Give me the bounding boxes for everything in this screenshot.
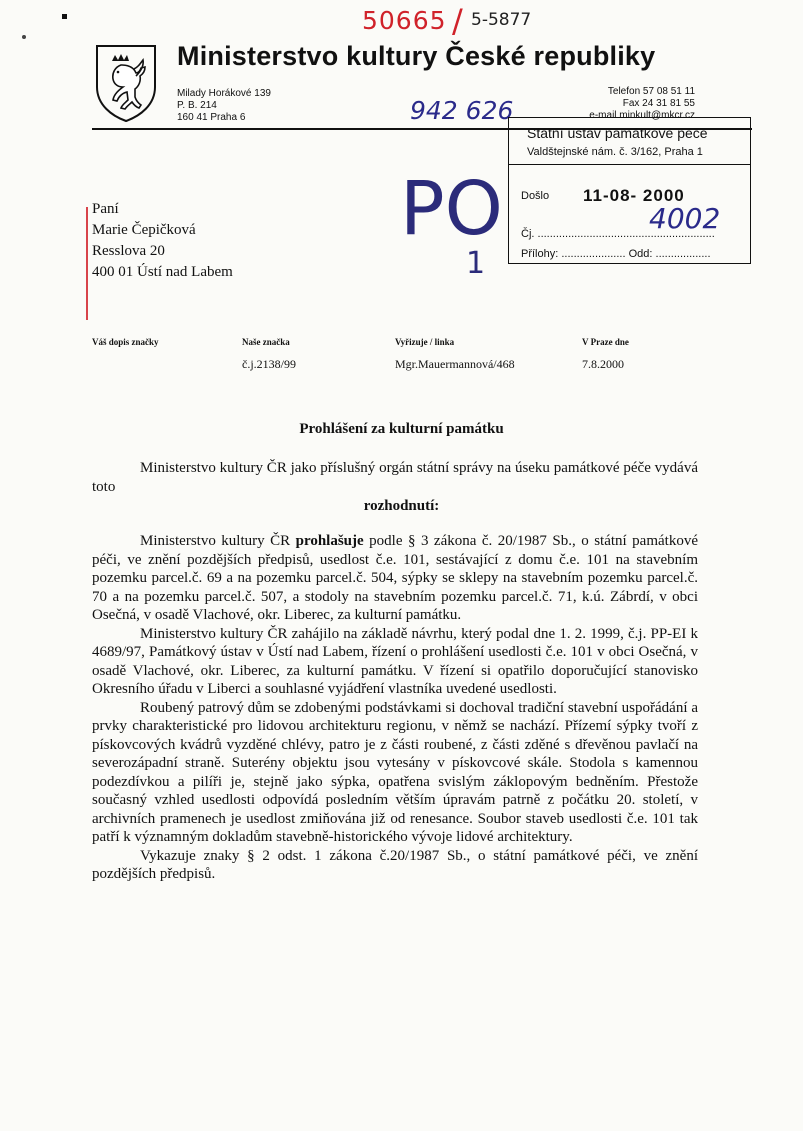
- handled-by-label: Vyřizuje / linka: [395, 337, 455, 347]
- place-date-label: V Praze dne: [582, 337, 629, 347]
- document-subject: Prohlášení za kulturní památku: [299, 421, 504, 437]
- address-line: Milady Horákové 139: [177, 88, 271, 99]
- date-value: 7.8.2000: [582, 357, 624, 371]
- received-date: 11-08- 2000: [583, 186, 685, 205]
- handwritten-ref-number: 942 626: [410, 96, 514, 125]
- scan-mark: [62, 14, 67, 19]
- stamp-address: Valdštejnské nám. č. 3/162, Praha 1: [527, 146, 703, 158]
- received-label: Došlo: [521, 190, 550, 202]
- recipient-line: 400 01 Ústí nad Labem: [92, 264, 233, 280]
- attachments-label: Přílohy:: [521, 248, 559, 260]
- recipient-line: Paní: [92, 201, 119, 217]
- address-line: 160 41 Praha 6: [177, 112, 246, 123]
- scan-mark: [22, 35, 26, 39]
- cj-label: Čj.: [521, 228, 535, 240]
- decision-heading: rozhodnutí:: [363, 498, 440, 514]
- ministry-name: Ministerstvo kultury České republiky: [177, 41, 656, 71]
- address-line: P. B. 214: [177, 100, 217, 111]
- paragraph-3: Roubený patrový dům se zdobenými podstávkami si dochoval tradiční stavební uspořádání a prvky charakteristické pro lidovou architekturu regionu, v němž se nachází. Přízemí sýpky tvoří z pískovcových kvádrů vyzděné chlévy, patro je z části roubené, z části zděné s dřevěnou pavlačí na severozápadní straně. Suterény objektu jsou vytesány v pískovcové skále. Stodola s kamennou podezdívkou a pilíři je, stejně jako sýpka, opatřena svislým záklopovým bedněním. Přestože současný vzhled usedlosti odpovídá posledním větším úpravám patrně z počátku 20. století, v archivních pramenech je usedlost zmiňována již od renesance. Soubor staveb usedlosti č.e. 101 tak patří k významným dokladům stavebně-historického vývoje lidové architektury.: [92, 699, 698, 845]
- our-ref-value: č.j.2138/99: [242, 357, 296, 371]
- your-ref-label: Váš dopis značky: [92, 337, 159, 347]
- decision-body: [92, 532, 698, 884]
- handwritten-initials: PO: [400, 166, 503, 252]
- email-address: e-mail minkult@mkcr.cz: [589, 110, 695, 121]
- ministry-address: [177, 88, 271, 124]
- our-ref-label: Naše značka: [242, 337, 290, 347]
- stamp-header: [509, 118, 750, 165]
- coat-of-arms-logo: [94, 43, 158, 123]
- stamp-title: Státní ústav památkové péče: [527, 125, 708, 141]
- paragraph-1-bold: prohlašuje: [295, 533, 364, 549]
- recipient-line: Marie Čepičková: [92, 222, 196, 238]
- phone-number: Telefon 57 08 51 11: [607, 86, 695, 97]
- intro-text: Ministerstvo kultury ČR jako příslušný orgán státní správy na úseku památkové péče vydává toto: [92, 460, 698, 495]
- fax-number: Fax 24 31 81 55: [622, 98, 695, 109]
- handled-by-value: Mgr.Mauermannová/468: [395, 357, 515, 371]
- recipient-line: Resslova 20: [92, 243, 165, 259]
- paragraph-2: Ministerstvo kultury ČR zahájilo na základě návrhu, který podal dne 1. 2. 1999, č.j. PP-EI k 4689/97, Památkový ústav v Ústí nad Labem, řízení o prohlášení usedlosti č.e. 101 v obci Osečná, v osadě Vlachové, okr. Liberec, za kulturní památku. V řízení si opatřilo doporučující stanovisko Okresního úřadu v Liberci a souhlasné vyjádření vlastníka uvedené usedlosti.: [92, 625, 698, 697]
- handwritten-slash: /: [452, 2, 463, 40]
- department-label: Odd:: [628, 248, 653, 260]
- recipient-address: [92, 199, 233, 283]
- received-stamp: [508, 117, 751, 264]
- reference-label: Čj. ..........................................................: [521, 228, 715, 240]
- attachments-row: Přílohy: ..................... Odd: ..................: [521, 248, 711, 260]
- paragraph-1: [92, 532, 698, 625]
- handwritten-stamp-number: 4002: [649, 202, 721, 235]
- paragraph-1-start: Ministerstvo kultury ČR: [140, 533, 296, 549]
- paragraph-4: Vykazuje znaky § 2 odst. 1 zákona č.20/1987 Sb., o státní památkové péči, ve znění pozdějších předpisů.: [92, 847, 698, 882]
- handwritten-file-number: 50665: [362, 6, 447, 35]
- intro-paragraph: [92, 459, 698, 496]
- margin-mark: [86, 207, 88, 320]
- handwritten-initials-sub: 1: [466, 246, 486, 281]
- paragraph-1-end: podle § 3 zákona č. 20/1987 Sb., o státní památkové péči, ve znění pozdějších předpisů, usedlost č.e. 101, sestávající z domu č.e. 101 na stavebním pozemku parcel.č. 69 a na pozemku parcel.č. 504, sýpky se sklepy na stavebním pozemku parcel.č. 70 a na pozemku parcel.č. 507, a stodoly na stavebním pozemku parcel.č. 71, k.ú. Zábrdí, v obci Osečná, v osadě Vlachové, okr. Liberec, za kulturní památku.: [92, 533, 698, 623]
- handwritten-file-suffix: 5-5877: [471, 10, 532, 30]
